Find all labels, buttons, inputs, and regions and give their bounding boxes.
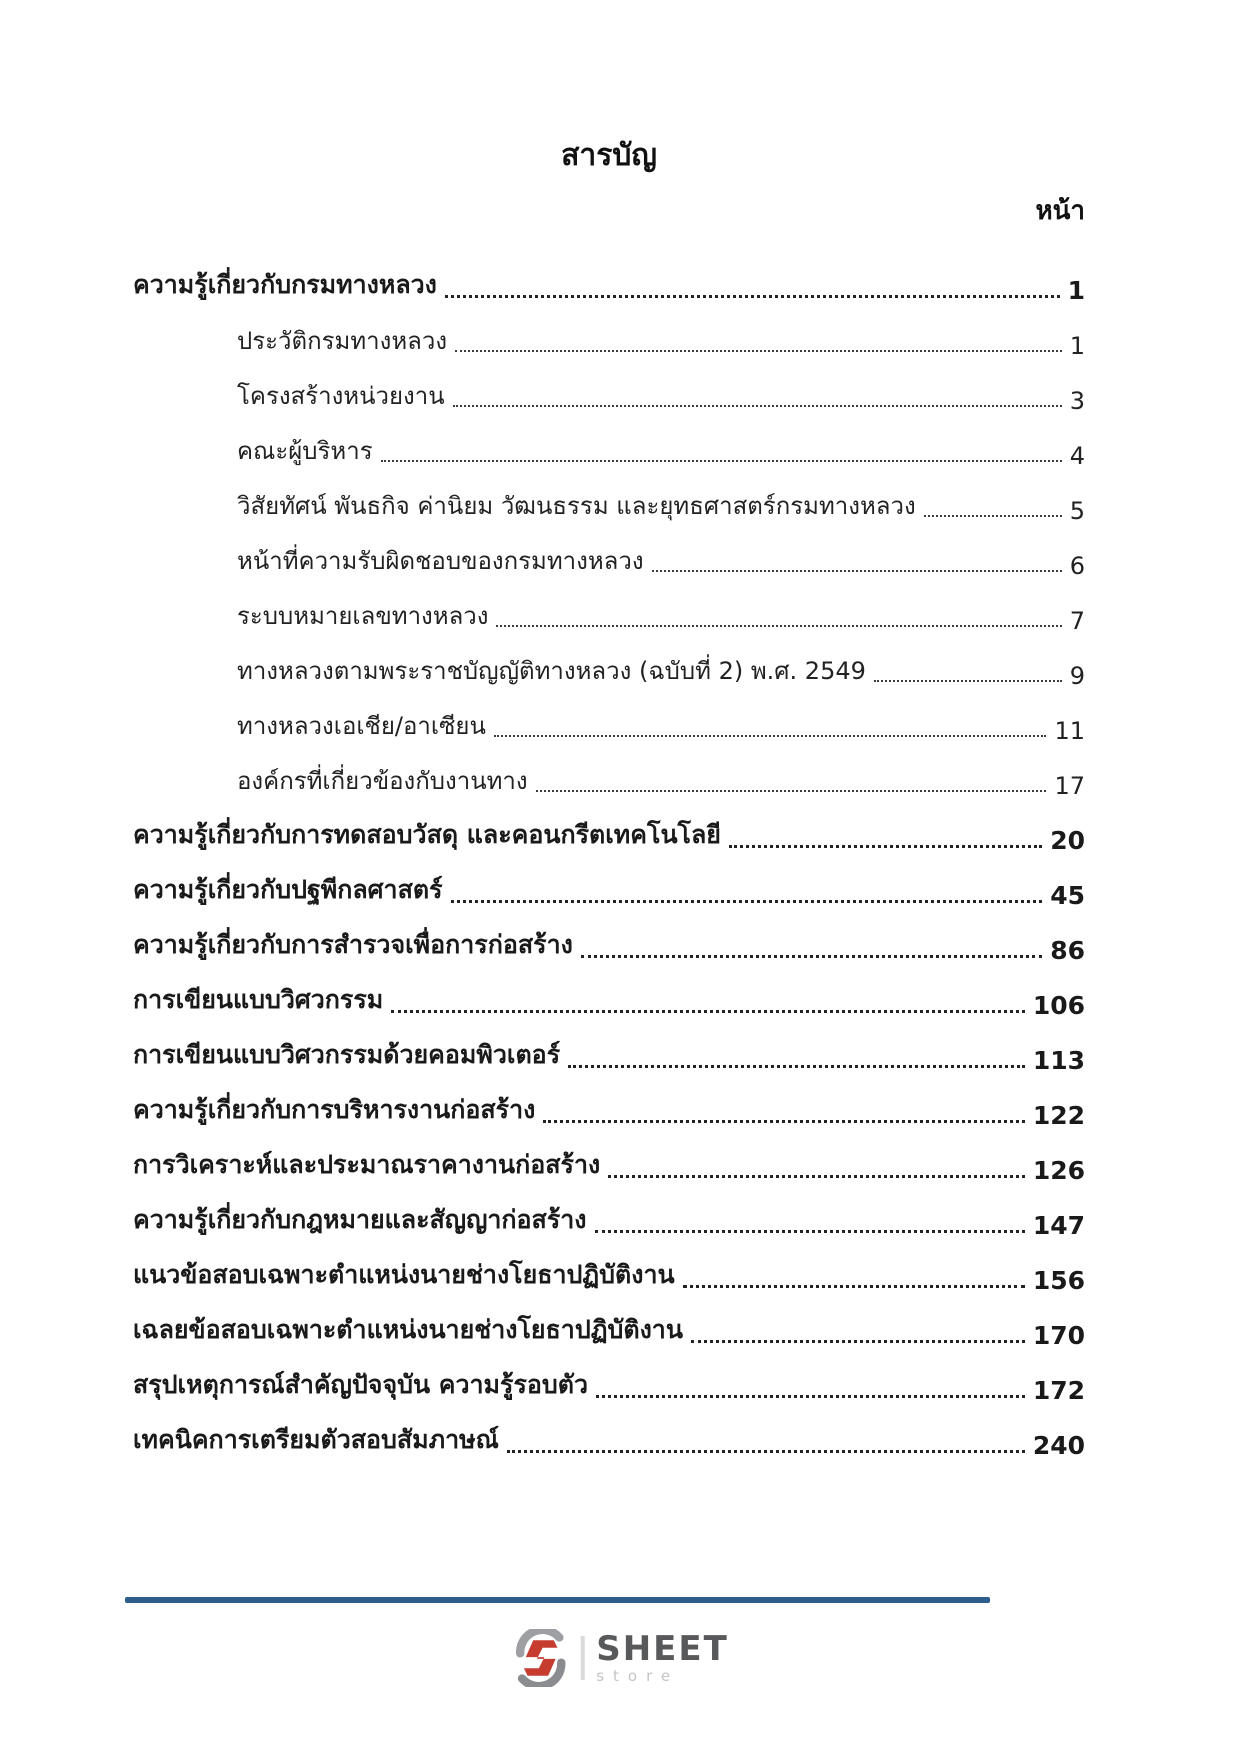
page-number: 106 <box>1032 991 1085 1020</box>
page-number: 4 <box>1069 442 1085 470</box>
dot-leader <box>391 1010 1025 1013</box>
dot-leader <box>924 515 1062 517</box>
page-number: 86 <box>1050 936 1085 965</box>
page-number: 156 <box>1032 1266 1085 1295</box>
toc-entry <box>133 525 1085 580</box>
dot-leader <box>496 625 1061 627</box>
toc-entry <box>133 690 1085 745</box>
toc-entry-label: ความรู้เกี่ยวกับกฎหมายและสัญญาก่อสร้าง <box>133 1205 587 1234</box>
toc-entry <box>133 250 1085 305</box>
logo-sub-text: store <box>596 1667 680 1685</box>
page-column-header: หน้า <box>1035 196 1085 226</box>
page-number: 17 <box>1054 772 1085 800</box>
page-number: 20 <box>1050 826 1085 855</box>
dot-leader <box>453 405 1062 407</box>
page-number: 7 <box>1069 607 1085 635</box>
dot-leader <box>568 1065 1025 1068</box>
toc-entry-label: การเขียนแบบวิศวกรรมด้วยคอมพิวเตอร์ <box>133 1040 561 1069</box>
toc-entry-label: การวิเคราะห์และประมาณราคางานก่อสร้าง <box>133 1150 601 1179</box>
toc-entry-label: องค์กรที่เกี่ยวข้องกับงานทาง <box>237 767 528 795</box>
toc-entry-label: การเขียนแบบวิศวกรรม <box>133 985 384 1014</box>
dot-leader <box>581 955 1042 958</box>
toc-entry <box>133 745 1085 800</box>
toc-entry-label: วิสัยทัศน์ พันธกิจ ค่านิยม วัฒนธรรม และยุทธศาสตร์กรมทางหลวง <box>237 492 916 520</box>
dot-leader <box>455 350 1062 352</box>
page-number: 1 <box>1067 276 1085 305</box>
toc-entry <box>133 800 1085 855</box>
page-number: 170 <box>1032 1321 1085 1350</box>
toc-entry-label: ความรู้เกี่ยวกับการทดสอบวัสดุ และคอนกรีตเทคโนโลยี <box>133 820 721 849</box>
toc-entry-label: เฉลยข้อสอบเฉพาะตำแหน่งนายช่างโยธาปฏิบัติงาน <box>133 1315 683 1344</box>
toc-entry <box>133 580 1085 635</box>
logo-divider-bar <box>580 1636 584 1680</box>
toc-entry-label: โครงสร้างหน่วยงาน <box>237 382 445 410</box>
dot-leader <box>507 1450 1025 1453</box>
toc-entry-label: ทางหลวงตามพระราชบัญญัติทางหลวง (ฉบับที่ 2) พ.ศ. 2549 <box>237 657 866 685</box>
page-number: 126 <box>1032 1156 1085 1185</box>
toc-entry <box>133 1130 1085 1185</box>
toc-entry <box>133 1350 1085 1405</box>
toc-entry-label: ความรู้เกี่ยวกับกรมทางหลวง <box>133 270 437 299</box>
toc-entry-label: ทางหลวงเอเชีย/อาเซียน <box>237 712 486 740</box>
toc-entry <box>133 415 1085 470</box>
toc-entry-label: แนวข้อสอบเฉพาะตำแหน่งนายช่างโยธาปฏิบัติงาน <box>133 1260 675 1289</box>
page-number: 9 <box>1069 662 1085 690</box>
page-number: 122 <box>1032 1101 1085 1130</box>
page-number: 6 <box>1069 552 1085 580</box>
toc-entry-label: ระบบหมายเลขทางหลวง <box>237 602 489 630</box>
toc-entry-label: ประวัติกรมทางหลวง <box>237 327 448 355</box>
logo-wordmark <box>596 1629 729 1685</box>
toc-entry-label: ความรู้เกี่ยวกับการสำรวจเพื่อการก่อสร้าง <box>133 930 573 959</box>
dot-leader <box>683 1285 1025 1288</box>
toc-entry <box>133 1405 1085 1460</box>
dot-leader <box>381 460 1062 462</box>
page-number: 1 <box>1069 332 1085 360</box>
s-ribbon-icon <box>512 1629 568 1687</box>
dot-leader <box>595 1230 1025 1233</box>
toc-entry <box>133 1185 1085 1240</box>
toc-entry-label: สรุปเหตุการณ์สำคัญปัจจุบัน ความรู้รอบตัว <box>133 1370 589 1399</box>
dot-leader <box>729 845 1042 848</box>
toc-entry-label: ความรู้เกี่ยวกับปฐพีกลศาสตร์ <box>133 875 443 904</box>
page-number: 45 <box>1050 881 1085 910</box>
dot-leader <box>608 1175 1025 1178</box>
toc-entry <box>133 855 1085 910</box>
toc-entry <box>133 635 1085 690</box>
page-number: 240 <box>1032 1431 1085 1460</box>
toc-entry <box>133 1295 1085 1350</box>
page-number: 147 <box>1032 1211 1085 1240</box>
dot-leader <box>445 295 1060 298</box>
dot-leader <box>596 1395 1025 1398</box>
logo-brand-text: SHEET <box>596 1629 729 1669</box>
dot-leader <box>451 900 1043 903</box>
page-number: 113 <box>1032 1046 1085 1075</box>
toc-entry-label: ความรู้เกี่ยวกับการบริหารงานก่อสร้าง <box>133 1095 536 1124</box>
sheet-store-logo <box>512 1628 729 1688</box>
page-number: 11 <box>1054 717 1085 745</box>
dot-leader <box>652 570 1062 572</box>
toc-entry <box>133 305 1085 360</box>
toc-entry <box>133 360 1085 415</box>
toc-entry-label: หน้าที่ความรับผิดชอบของกรมทางหลวง <box>237 547 644 575</box>
dot-leader <box>691 1340 1025 1343</box>
toc-entry <box>133 965 1085 1020</box>
toc-entry <box>133 1020 1085 1075</box>
footer-divider-rule <box>125 1597 990 1603</box>
page-number: 172 <box>1032 1376 1085 1405</box>
table-of-contents <box>133 250 1085 1460</box>
toc-entry <box>133 1240 1085 1295</box>
page-title: สารบัญ <box>561 138 657 173</box>
toc-entry-label: คณะผู้บริหาร <box>237 437 373 465</box>
dot-leader <box>536 790 1047 792</box>
dot-leader <box>494 735 1047 737</box>
dot-leader <box>874 680 1062 682</box>
toc-entry <box>133 910 1085 965</box>
toc-entry <box>133 1075 1085 1130</box>
dot-leader <box>543 1120 1024 1123</box>
toc-entry-label: เทคนิคการเตรียมตัวสอบสัมภาษณ์ <box>133 1425 499 1454</box>
page-number: 3 <box>1069 387 1085 415</box>
toc-entry <box>133 470 1085 525</box>
page-number: 5 <box>1069 497 1085 525</box>
